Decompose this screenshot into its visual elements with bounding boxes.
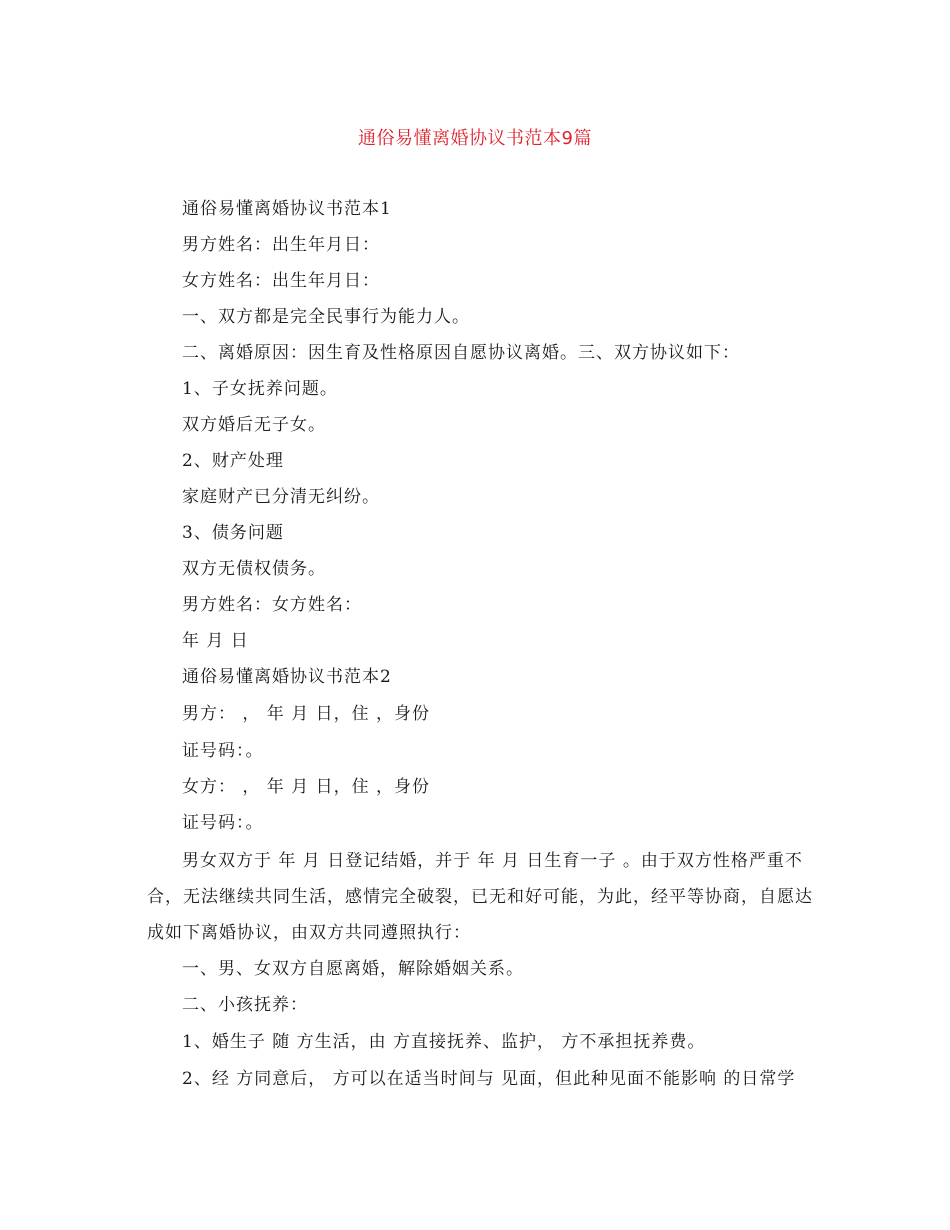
text-line: 二、离婚原因：因生育及性格原因自愿协议离婚。三、双方协议如下： bbox=[182, 343, 740, 363]
text-line: 3、债务问题 bbox=[182, 523, 284, 543]
text-line: 2、财产处理 bbox=[182, 451, 284, 471]
text-line: 证号码：。 bbox=[182, 813, 264, 833]
text-line: 二、小孩抚养： bbox=[182, 995, 308, 1015]
body-paragraph: 男女双方于 年 月 日登记结婚，并于 年 月 日生育一子 。由于双方性格严重不合，无法继续共同生活，感情完全破裂，已无和好可能，为此，经平等协商，自愿达成如下离婚协议，由双方共同遵照执行： bbox=[147, 851, 813, 943]
text-line: 男方姓名：出生年月日： bbox=[182, 235, 380, 255]
text-line: 男方： ， 年 月 日，住 ，身份 bbox=[182, 704, 431, 724]
text-line: 1、子女抚养问题。 bbox=[182, 379, 338, 399]
text-line: 年 月 日 bbox=[182, 631, 249, 651]
text-line: 双方无债权债务。 bbox=[182, 559, 326, 579]
text-line: 2、经 方同意后， 方可以在适当时间与 见面，但此种见面不能影响 的日常学 bbox=[182, 1069, 796, 1089]
text-line: 女方： ， 年 月 日，住 ，身份 bbox=[182, 777, 431, 797]
text-line: 家庭财产已分清无纠纷。 bbox=[182, 487, 380, 507]
text-line: 一、双方都是完全民事行为能力人。 bbox=[182, 307, 470, 327]
text-line: 女方姓名：出生年月日： bbox=[182, 271, 380, 291]
text-line: 一、男、女双方自愿离婚，解除婚姻关系。 bbox=[182, 959, 524, 979]
section-heading-2: 通俗易懂离婚协议书范本2 bbox=[182, 667, 392, 687]
text-line: 双方婚后无子女。 bbox=[182, 415, 326, 435]
text-line: 证号码：。 bbox=[182, 741, 264, 761]
section-heading-1: 通俗易懂离婚协议书范本1 bbox=[182, 199, 392, 219]
document-title: 通俗易懂离婚协议书范本9篇 bbox=[358, 128, 592, 149]
text-line: 男方姓名：女方姓名： bbox=[182, 595, 362, 615]
text-line: 1、婚生子 随 方生活，由 方直接抚养、监护， 方不承担抚养费。 bbox=[182, 1032, 706, 1052]
